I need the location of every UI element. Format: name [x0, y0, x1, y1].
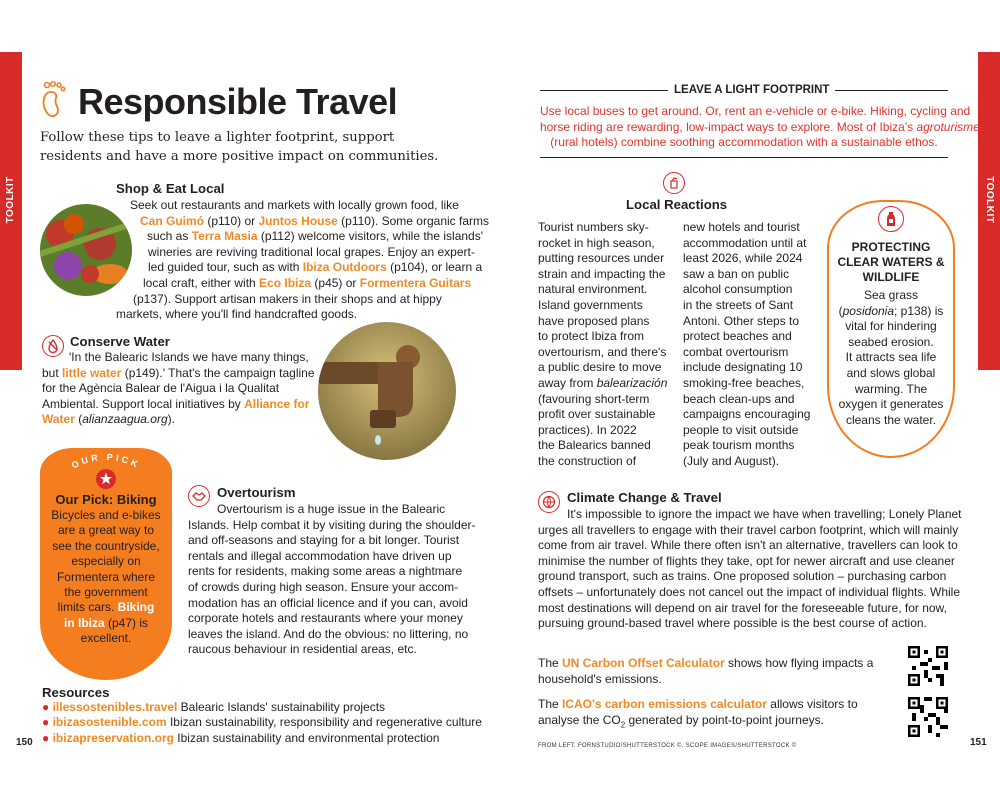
shop-line-5	[148, 260, 483, 276]
overtourism-line: raucous behaviour in residential areas, etc.	[188, 642, 417, 657]
reactions-col-2	[683, 220, 823, 470]
footprint-rule-bottom	[540, 157, 948, 158]
icao-span: analyse the CO	[538, 712, 621, 727]
svg-text:OUR PICK	[70, 452, 142, 471]
resource-item	[42, 731, 482, 746]
reactions-line: (favouring short-term	[538, 391, 650, 406]
footprint-line-1: Use local buses to get around. Or, rent an e-vehicle or e-bike. Hiking, cycling and	[540, 104, 971, 118]
reactions-line: a public desire to move	[538, 360, 662, 375]
link-water[interactable]: Water	[42, 412, 75, 427]
water-heading: Conserve Water	[70, 334, 170, 349]
left-section-label: RESPONSIBLE TRAVEL	[4, 230, 17, 361]
reactions-col-1	[538, 220, 678, 470]
un-line-2: household's emissions.	[538, 671, 662, 686]
reactions-line: people to visit outside	[683, 422, 799, 437]
shop-line-1: Seek out restaurants and markets with locally grown food, like	[130, 198, 459, 212]
reactions-line: include designating 10	[683, 360, 803, 375]
reactions-line: smoking-free beaches,	[683, 375, 805, 390]
climate-line: offsets – unfortunately does not cancel out the impact of individual flights. While	[538, 584, 961, 599]
resource-desc: Ibizan sustainability and environmental protection	[173, 730, 440, 745]
reactions-line: protect beaches and	[683, 329, 792, 344]
reactions-line: saw a ban on public	[683, 266, 790, 281]
climate-line: come from air travel. While there often isn't an alternative, travellers can look to	[538, 538, 958, 553]
footprint-line-2	[540, 119, 986, 136]
water-line-5	[42, 412, 322, 428]
overtourism-line: modation has an official licence and if you can, avoid	[188, 595, 468, 610]
our-pick-line-6: the government	[64, 585, 148, 600]
icao-line-1	[538, 697, 888, 713]
qr-code-un[interactable]	[908, 646, 948, 686]
water-text-span: (	[74, 412, 83, 427]
climate-line: urges all travellers to engage with their travel carbon footprint, which will mainly	[538, 522, 959, 537]
link-terra-masia[interactable]: Terra Masia	[191, 229, 258, 244]
our-pick-line-4: especially on	[71, 554, 141, 569]
our-pick-span: (p47) is	[104, 615, 149, 630]
right-section-label: RESPONSIBLE TRAVEL	[984, 230, 997, 361]
waters-span: (	[838, 303, 843, 318]
shop-line-8: markets, where you'll find handcrafted goods.	[116, 307, 358, 322]
climate-line: It's impossible to ignore the impact we have when travelling; Lonely Planet	[567, 507, 962, 521]
icao-calculator-text	[538, 697, 888, 733]
water-url: alianzaagua.org	[82, 412, 168, 427]
reactions-line: strain and impacting the	[538, 266, 666, 281]
intro-text: Follow these tips to leave a lighter footprint, support residents and have a more positive impact on communities.	[40, 130, 439, 164]
reactions-line: natural environment.	[538, 282, 648, 297]
bullet-icon: ●	[42, 700, 50, 714]
shop-line-2	[140, 213, 489, 230]
resources-list	[42, 700, 482, 746]
link-juntos-house[interactable]: Juntos House	[258, 213, 338, 228]
reactions-span: away from	[538, 375, 597, 390]
right-toolkit-label: TOOLKIT	[983, 176, 995, 224]
waters-line: vital for hindering	[845, 319, 937, 334]
star-icon	[96, 469, 116, 494]
reactions-line: least 2026, while 2024	[683, 251, 803, 266]
reactions-heading: Local Reactions	[626, 197, 728, 212]
water-text-span: ).	[167, 412, 175, 427]
waters-line: Sea grass	[863, 288, 919, 302]
bullet-icon: ●	[42, 730, 50, 745]
reactions-line: accommodation until at	[683, 235, 807, 250]
shop-text-span: local craft, either with	[143, 275, 260, 290]
link-icao-calculator[interactable]: ICAO's carbon emissions calculator	[562, 697, 767, 711]
our-pick-line-5: Formentera where	[56, 569, 156, 584]
shop-text	[116, 198, 489, 323]
icao-line-2	[538, 713, 888, 733]
waters-italic: posidonia	[842, 303, 894, 318]
reactions-line	[538, 376, 678, 392]
climate-heading: Climate Change & Travel	[567, 490, 722, 505]
footprint-heading: LEAVE A LIGHT FOOTPRINT	[668, 83, 835, 99]
reactions-line: Tourist numbers sky-	[538, 220, 649, 234]
waters-line: seabed erosion.	[848, 334, 934, 349]
reactions-line: have proposed plans	[538, 313, 650, 328]
link-formentera-guitars[interactable]: Formentera Guitars	[359, 275, 472, 290]
link-un-carbon-offset-calculator[interactable]: UN Carbon Offset Calculator	[562, 656, 725, 670]
reactions-line: rocket in high season,	[538, 235, 655, 250]
vegetables-photo	[40, 204, 132, 296]
our-pick-line-9: excellent.	[80, 631, 132, 646]
climate-line: minimise the number of flights they take, opt for newer aircraft and use cleaner	[538, 553, 955, 568]
icao-span: allows visitors to	[766, 697, 858, 711]
overtourism-line: of crowds during high season. Ensure your accom-	[188, 579, 459, 594]
icao-sub: 2	[620, 719, 626, 729]
reactions-line: overtourism, and there's	[538, 344, 667, 359]
water-text-span: (p149).' That's the campaign tagline	[121, 365, 315, 380]
link-little-water[interactable]: little water	[62, 365, 122, 380]
shop-text-span: (p104), or learn a	[386, 260, 483, 275]
our-pick-line-3: see the countryside,	[52, 538, 160, 553]
reactions-line: profit over sustainable	[538, 407, 656, 422]
link-eco-ibiza[interactable]: Eco Ibiza	[259, 275, 312, 290]
resource-desc: Balearic Islands' sustainability projects	[177, 700, 386, 714]
water-line-3: for the Agència Balear de l'Aigua i la Qualitat	[42, 381, 280, 396]
page-title: Responsible Travel	[78, 81, 398, 122]
overtourism-line: and off-seasons and staying for a bit longer. Tourist	[188, 533, 460, 548]
link-ibiza-outdoors[interactable]: Ibiza Outdoors	[302, 260, 387, 275]
shop-heading: Shop & Eat Local	[116, 181, 225, 196]
reactions-line: the construction of	[538, 453, 637, 468]
tap-photo	[318, 322, 456, 460]
water-line-2	[42, 366, 322, 382]
overtourism-line: corporate hotels and restaurants where your money	[188, 611, 463, 626]
waters-heading-3: WILDLIFE	[862, 270, 920, 284]
overtourism-line: leaves the island. And do the obvious: no littering, no	[188, 626, 469, 641]
waters-line: It attracts sea life	[845, 350, 937, 365]
water-line-1: 'In the Balearic Islands we have many things,	[69, 350, 309, 364]
footprint-line-3: (rural hotels) combine soothing accommodation with a sustainable ethos.	[550, 135, 938, 150]
our-pick-line-2: are a great way to	[57, 523, 155, 538]
footprint-italic: agroturismes	[916, 119, 986, 134]
water-text-span: but	[42, 365, 63, 380]
climate-line: pursuing ground-based travel where possible is the best course of action.	[538, 616, 927, 631]
our-pick-line-8	[40, 616, 172, 631]
overtourism-line: rents for residents, making some areas a nightmare	[188, 564, 463, 579]
reactions-line: Island governments	[538, 297, 643, 312]
bottle-icon	[878, 206, 904, 232]
our-pick-text	[40, 492, 172, 647]
shop-text-span: (p45) or	[311, 275, 360, 290]
reactions-line: in the streets of Sant	[683, 297, 794, 312]
un-span: shows how flying impacts a	[724, 656, 874, 670]
shop-line-7: (p137). Support artisan makers in their shops and at hippy	[133, 291, 442, 306]
waters-line	[827, 304, 955, 320]
water-text-span: Ambiental. Support local initiatives by	[42, 396, 245, 411]
waters-heading-2: CLEAR WATERS &	[837, 255, 945, 269]
reactions-line: new hotels and tourist	[683, 220, 800, 234]
climate-text	[538, 507, 962, 632]
link-alliance-for-water[interactable]: Alliance for	[244, 396, 310, 411]
reactions-line: campaigns encouraging	[683, 407, 811, 422]
shop-line-6	[143, 275, 472, 292]
footprint-span: horse riding are rewarding, low-impact ways to explore. Most of Ibiza's	[540, 119, 917, 134]
waters-line: and slows global	[846, 365, 936, 380]
overtourism-heading: Overtourism	[217, 485, 296, 500]
reactions-line: practices). In 2022	[538, 422, 637, 437]
reactions-line: alcohol consumption	[683, 282, 793, 297]
shop-line-3	[147, 229, 484, 245]
link-illessostenibles[interactable]: illessostenibles.travel	[52, 700, 178, 714]
icao-span: The	[538, 697, 563, 711]
reactions-line: peak tourism months	[683, 438, 795, 453]
reactions-line: Antoni. Other steps to	[683, 313, 800, 328]
megaphone-icon	[663, 172, 685, 194]
waters-line: cleans the water.	[845, 412, 937, 427]
overtourism-text	[188, 502, 478, 658]
left-toolkit-label: TOOLKIT	[5, 176, 17, 224]
overtourism-line: Overtourism is a huge issue in the Balearic	[217, 502, 446, 516]
shop-text-span: led guided tour, such as with	[148, 260, 303, 275]
water-text	[42, 350, 322, 428]
link-biking[interactable]: Biking	[117, 600, 155, 615]
climate-line: most destinations will depend on air travel for the foreseeable future, for now,	[538, 600, 947, 615]
overtourism-line: Islands. Help combat it by visiting during the shoulder-	[188, 517, 476, 532]
un-span: The	[538, 656, 563, 670]
our-pick-span: limits cars.	[57, 600, 118, 615]
un-line-1	[538, 656, 888, 672]
reactions-line: beach clean-ups and	[683, 391, 795, 406]
our-pick-title: Our Pick: Biking	[55, 492, 157, 507]
water-line-4	[42, 397, 322, 413]
our-pick-line-7	[40, 600, 172, 615]
bullet-icon: ●	[42, 715, 50, 730]
reactions-line: putting resources under	[538, 251, 665, 266]
reactions-line: the Balearics banned	[538, 438, 651, 453]
shop-text-span: (p110) or	[204, 213, 259, 228]
reactions-line: to protect Ibiza from	[538, 329, 645, 344]
waters-line: oxygen it generates	[838, 397, 944, 412]
photo-credits: FROM LEFT: FORNSTUDIO/SHUTTERSTOCK ©, SCOPE IMAGES/SHUTTERSTOCK ©	[538, 743, 797, 749]
page-number-left: 150	[16, 737, 33, 748]
our-pick-arc-text: OUR PICK	[70, 451, 142, 471]
resource-desc: Ibizan sustainability, responsibility and regenerative culture	[166, 715, 482, 730]
qr-code-icao[interactable]	[908, 697, 948, 737]
waters-span: ; p138) is	[894, 303, 944, 318]
footprint-icon	[38, 80, 68, 125]
link-ibizapreservation[interactable]: ibizapreservation.org	[52, 730, 174, 745]
reactions-italic: balearización	[596, 375, 668, 390]
resources-heading: Resources	[42, 685, 110, 700]
un-calculator-text	[538, 656, 888, 687]
climate-line: ground transport, such as trains. One proposed solution – purchasing carbon	[538, 569, 947, 584]
resource-item	[42, 700, 482, 715]
shop-text-span: (p110). Some organic farms	[337, 213, 489, 228]
waters-text	[827, 240, 955, 428]
our-pick-line-1: Bicycles and e-bikes	[51, 508, 161, 522]
waters-heading-1: PROTECTING	[851, 240, 931, 254]
link-can-guimo[interactable]: Can Guimó	[140, 213, 205, 228]
icao-span: generated by point-to-point journeys.	[625, 712, 824, 727]
reactions-line: (July and August).	[683, 453, 780, 468]
footprint-text	[540, 104, 986, 151]
shop-text-span: (p112) welcome visitors, while the islands'	[257, 229, 484, 244]
waters-line: warming. The	[854, 381, 928, 396]
page-number-right: 151	[970, 737, 987, 748]
overtourism-line: rentals and illegal accommodation have driven up	[188, 548, 452, 563]
resource-item	[42, 715, 482, 730]
shop-text-span: such as	[147, 229, 192, 244]
reactions-line: combat overtourism	[683, 344, 789, 359]
link-in-ibiza[interactable]: in Ibiza	[63, 615, 105, 630]
shop-line-4: wineries are reviving traditional local grapes. Enjoy an expert-	[148, 244, 475, 259]
link-ibizasostenible[interactable]: ibizasostenible.com	[52, 715, 167, 730]
